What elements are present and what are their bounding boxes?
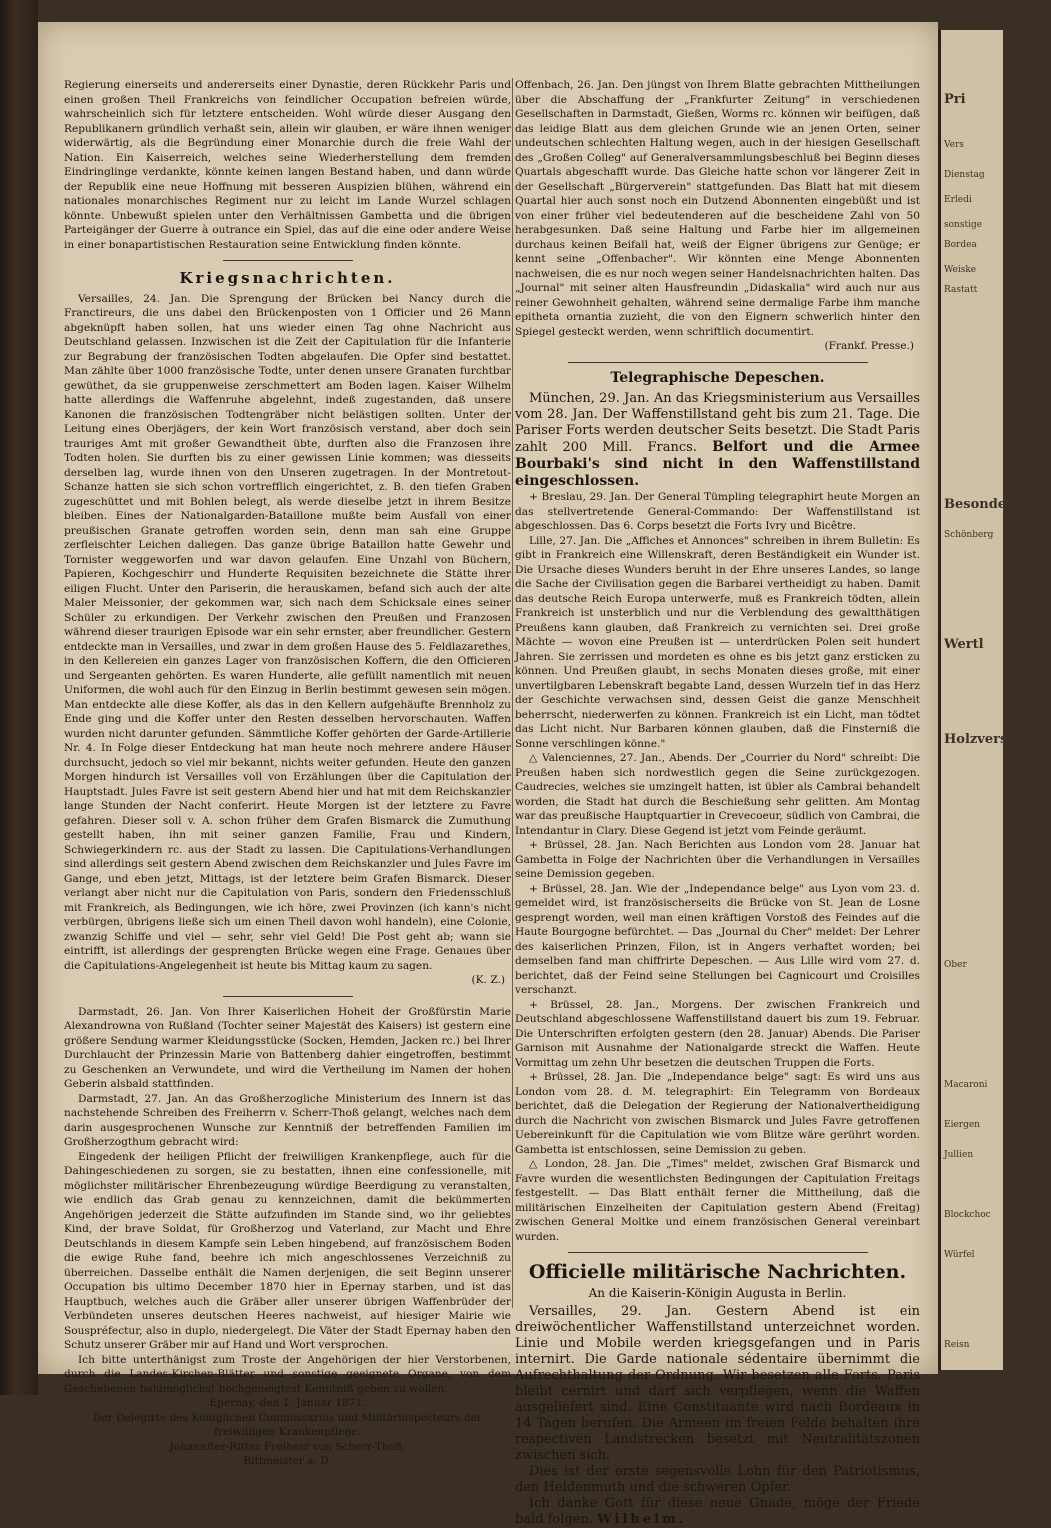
next-page-fragment: Blockchoc bbox=[944, 1210, 991, 1220]
official-news-body: Versailles, 29. Jan. Gestern Abend ist ein dreiwöchentlicher Waffenstillstand unterzeichnet worden. Linie und Mobile werden kriegsgefangen und in Paris internirt. Die Garde nationale sédentaire übernimmt die Aufrechthaltung der Ordnung. Wir besetzen alle Forts. Paris bleibt cernirt und darf sich verpflegen, wenn die Waffen ausgeliefert sind. Eine Constituante wird nach Bordeaux in 14 Tagen berufen. Die Armeen im freien Felde behalten ihre respectiven Landstrecken besetzt mit Neutralitätszonen zwischen sich. bbox=[515, 1304, 920, 1463]
letter-signature-title: Der Delegirte des Königlichen Commissarius und Militärinspecteurs der freiwilligen Krankenpflege. bbox=[92, 1411, 483, 1438]
letter-place-date: Epernay, den 1. Januar 1871. bbox=[209, 1397, 366, 1409]
next-page-fragment: Besondere bbox=[944, 497, 1022, 512]
next-page-fragment: Erledi bbox=[944, 195, 972, 205]
telegram-brussels-1: + Brüssel, 28. Jan. Nach Berichten aus London vom 28. Januar hat Gambetta in Folge der Nachrichten über die Verhandlungen in Versailles seine Demission gegeben. bbox=[515, 839, 920, 880]
section-rule bbox=[223, 996, 353, 997]
telegram-munich bbox=[515, 391, 920, 490]
next-page-fragment: Reisn bbox=[944, 1340, 970, 1350]
column-divider bbox=[512, 78, 513, 1308]
book-binding bbox=[0, 0, 38, 1395]
official-news-addressee: An die Kaiserin-Königin Augusta in Berlin. bbox=[588, 1285, 847, 1300]
next-page-edge bbox=[938, 30, 1051, 1370]
telegram-london: △ London, 28. Jan. Die „Times" meldet, zwischen Graf Bismarck und Favre wurden die wesentlichsten Bedingungen der Capitulation Freitags festgestellt. — Das Blatt enthält ferner die Mittheilung, daß die militärischen Einzelheiten der Capitulation gestern Abend (Freitag) zwischen General Moltke und einem französischen General vereinbart wurden. bbox=[515, 1158, 920, 1243]
official-news-heading: Officielle militärische Nachrichten. bbox=[528, 1261, 907, 1283]
next-page-fragment: Bordea bbox=[944, 240, 977, 250]
telegram-lille: Lille, 27. Jan. Die „Affiches et Annonces" schreiben in ihrem Bulletin: Es gibt in Frankreich eine Willenskraft, deren Beständigkeit ein Wunder ist. Die Ursache dieses Wunders beruht in der Ehre unseres Landes, so lange die Sache der Civilisation gegen die Barbarei vertheidigt zu haben. Damit das deutsche Reich Europa unterwerfe, muß es Frankreich tödten, allein Frankreich ist unsterblich und nur die Verblendung des gewaltthätigen Preußens kann glauben, daß Frankreich zu vernichten sei. Drei große Mächte — wovon eine Preußen ist — unterdrücken Polen seit hundert Jahren. Sie zerrissen und mordeten es ohne es bis jetzt ganz ersticken zu können. Und Preußen glaubt, in sechs Monaten dieses große, mit einer unvertilgbaren Lebenskraft begabte Land, dessen Wurzeln tief in das Herz der Geschichte verwachsen sind, dessen Geist die ganze Menschheit beherrscht, niederwerfen zu können. Frankreich ist ein Licht, man tödtet das Licht nicht. Nur Barbaren können glauben, daß die Finsterniß die Sonne verschlingen könne." bbox=[515, 534, 920, 750]
letter-signature-name: Johanniter-Ritter Freiherr von Scherr-Thoß, bbox=[169, 1440, 406, 1453]
section-rule bbox=[568, 1252, 868, 1253]
next-page-fragment: Ober bbox=[944, 960, 967, 970]
section-rule bbox=[223, 260, 353, 261]
left-column bbox=[64, 78, 511, 1469]
telegram-brussels-3: + Brüssel, 28. Jan., Morgens. Der zwischen Frankreich und Deutschland abgeschlossene Waffenstillstand dauert bis zum 19. Februar. Die Unterschriften erfolgten gestern (den 28. Januar) Abends. Die Pariser Garnison mit Ausnahme der Nationalgarde streckt die Waffen. Heute Vormittag um zehn Uhr besetzen die deutschen Truppen die Forts. bbox=[515, 998, 920, 1069]
next-page-fragment: sonstige bbox=[944, 220, 983, 230]
war-news-heading: Kriegsnachrichten. bbox=[179, 269, 396, 287]
telegram-munich-text: München, 29. Jan. An das Kriegsministerium aus Versailles vom 28. Jan. Der Waffenstillstand geht bis zum 21. Tage. Die Pariser Forts werden deutscher Seits besetzt. Die Stadt Paris zahlt 200 Mill. Francs. bbox=[515, 391, 920, 455]
right-column bbox=[515, 78, 920, 1528]
next-page-fragment: Würfel bbox=[944, 1250, 975, 1260]
offenbach-source: (Frankf. Presse.) bbox=[824, 340, 914, 352]
war-news-source: (K. Z.) bbox=[471, 974, 505, 986]
continued-paragraph: Regierung einerseits und andererseits einer Dynastie, deren Rückkehr Paris und einen großen Theil Frankreichs von feindlicher Occupation befreien würde, wahrscheinlich sich für letztere entscheiden. Wohl würde dieser Ausgang den Republikanern gründlich verhaßt sein, allein wir glauben, er wäre ihnen weniger widerwärtig, als die Begründung einer Monarchie durch die freie Wahl der Nation. Ein Kaiserreich, welches seine Wiederherstellung dem fremden Eindringlinge verdankte, könnte keinen langen Bestand haben, und dann würde der Republik eine neue Hoffnung mit besseren Auspizien blühen, während ein nationales monarchisches Regiment nur zu leicht im Lande Wurzel schlagen könnte. Unbewußt spielen unter den Verhältnissen Gambetta und die übrigen Parteigänger der Guerre à outrance ein Spiel, das auf die eine oder andere Weise in einer bonapartistischen Restauration seine Entwicklung finden könnte. bbox=[64, 79, 511, 251]
next-page-fragment: Weiske bbox=[944, 265, 977, 275]
darmstadt-27: Darmstadt, 27. Jan. An das Großherzogliche Ministerium des Innern ist das nachstehende Schreiben des Freiherrn v. Scherr-Thoß gelangt, welches nach dem darin ausgesprochenen Wunsche zur Kenntniß der betreffenden Familien im Großherzogthum gebracht wird: bbox=[64, 1092, 511, 1148]
next-page-fragment: Macaroni bbox=[944, 1080, 988, 1090]
darmstadt-26: Darmstadt, 26. Jan. Von Ihrer Kaiserlichen Hoheit der Großfürstin Marie Alexandrowna von Rußland (Tochter seiner Majestät des Kaisers) ist gestern eine größere Sendung warmer Kleidungsstücke (Socken, Hemden, Jacken rc.) bei Ihrer Durchlaucht der Prinzessin Marie von Battenberg dahier eingetroffen, bestimmt zu Geschenken an Verwundete, und wird die Vertheilung im Namen der hohen Geberin alsbald stattfinden. bbox=[64, 1005, 511, 1090]
telegram-valenciennes: △ Valenciennes, 27. Jan., Abends. Der „Courrier du Nord" schreibt: Die Preußen haben sich nordwestlich gegen die Seine zurückgezogen. Caudrecies, welches sie umzingelt hatten, ist übler als Cambrai behandelt worden, die Stadt hat durch die Beschießung sehr gelitten. Am Montag war das preußische Hauptquartier in Crevecoeur, südlich von Cambrai, die Intendantur in Clary. Diese Gegend ist jetzt vom Feinde geräumt. bbox=[515, 752, 920, 837]
official-news-thanks: Dies ist der erste segensvolle Lohn für den Patriotismus, den Heldenmuth und die schweren Opfer. bbox=[515, 1464, 920, 1495]
telegrams-heading: Telegraphische Depeschen. bbox=[610, 369, 825, 386]
next-page-fragment: Jullien bbox=[944, 1150, 974, 1160]
next-page-fragment: Eiergen bbox=[944, 1120, 980, 1130]
next-page-fragment: Schönberg bbox=[944, 530, 994, 540]
official-signature: Wilhelm. bbox=[597, 1512, 687, 1527]
telegram-brussels-4: + Brüssel, 28. Jan. Die „Independance belge" sagt: Es wird uns aus London vom 28. d. M. telegraphirt: Ein Telegramm von Bordeaux berichtet, daß die Delegation der Regierung der Nationalvertheidigung durch die Nachricht von zwischen Bismarck und Jules Favre getroffenen Uebereinkunft für die Capitulation wie vom Blitze wäre gerührt worden. Gambetta ist entschlossen, seine Demission zu geben. bbox=[515, 1071, 920, 1156]
next-page-fragment: Wertl bbox=[944, 637, 984, 652]
letter-signature-rank: Rittmeister a. D. bbox=[243, 1455, 332, 1467]
section-rule bbox=[568, 362, 868, 363]
official-news-closing bbox=[515, 1496, 920, 1528]
official-closing-text: Ich danke Gott für diese neue Gnade, möge der Friede bald folgen. bbox=[515, 1496, 920, 1527]
next-page-fragment: Holzversteiger bbox=[944, 732, 1051, 747]
telegram-breslau: + Breslau, 29. Jan. Der General Tümpling telegraphirt heute Morgen an das stellvertretende General-Commando: Der Waffenstillstand ist abgeschlossen. Das 6. Corps besetzt die Forts Ivry und Bicêtre. bbox=[515, 491, 920, 532]
telegram-brussels-2: + Brüssel, 28. Jan. Wie der „Independance belge" aus Lyon vom 23. d. gemeldet wird, ist französischerseits die Brücke von St. Jean de Losne gesprengt worden, weil man einen kräftigen Vorstoß des Feindes auf die Haute Bourgogne befürchtet. — Das „Journal du Cher" meldet: Der Lehrer des kaiserlichen Prinzen, Filon, ist in Angers verhaftet worden; bei demselben fand man chiffrirte Depeschen. — Aus Lille wird vom 27. d. berichtet, daß der Feind seine Stellungen bei Cagnicourt und Croisilles verschanzt. bbox=[515, 882, 920, 996]
telegram-munich-headline: Belfort und die Armee Bourbaki's sind nicht in den Waffenstillstand eingeschlossen. bbox=[515, 439, 920, 489]
offenbach-report: Offenbach, 26. Jan. Den jüngst von Ihrem Blatte gebrachten Mittheilungen über die Abschaffung der „Frankfurter Zeitung" in verschiedenen Gesellschaften in Darmstadt, Gießen, Worms rc. können wir beifügen, daß das leidige Blatt aus dem gleichen Grunde wie an jenen Orten, seiner undeutschen schlechten Haltung wegen, auch in der hiesigen Gesellschaft des „Großen Colleg" auf Generalversammlungsbeschluß bei Beginn dieses Quartals abgeschafft wurde. Das Gleiche hatte schon vor längerer Zeit in der Gesellschaft „Bürgerverein" stattgefunden. Das Blatt hat mit diesem Quartal hier auch sonst noch ein Dutzend Abonnenten eingebüßt und ist von einer früher viel bedeutenderen auf die bescheidene Zahl von 50 herabgesunken. Daß seine Haltung und Farbe hier im allgemeinen durchaus keinen Beifall hat, weiß der Eigner übrigens zur Genüge; er kennt seine „Offenbacher". Wir könnten eine Menge Abonnenten nachweisen, die es nur noch wegen seiner Handelsnachrichten halten. Das „Journal" mit seiner alten Hausfreundin „Didaskalia" wird auch nur aus reiner Gewohnheit gehalten, während seine dermalige Farbe ihm manche epitheta ornantia zuzieht, die von den Eignern schwerlich hinter den Spiegel gesteckt werden, wenn schriftlich documentirt. bbox=[515, 79, 920, 338]
darmstadt-letter-request: Ich bitte unterthänigst zum Troste der Angehörigen der hier Verstorbenen, durch die Landes-Kirchen-Blätter und sonstige geeignete Organe, von dem Geschehenen baldmöglichst hochgeneigtest Kenntniß geben zu wollen. bbox=[64, 1353, 511, 1395]
darmstadt-letter-body: Eingedenk der heiligen Pflicht der freiwilligen Krankenpflege, auch für die Dahingeschiedenen zu sorgen, sie zu bestatten, ihnen eine confessionelle, mit möglichster militärischer Ehrenbezeugung würdige Beerdigung zu veranstalten, wie endlich das Grab genau zu kennzeichnen, damit die bekümmerten Angehörigen jederzeit die Stätte aufzufinden im Stande sind, wo ihr geliebtes Kind, der brave Soldat, für Großherzog und Vaterland, zur Macht und Ehre Deutschlands in diesem Kampfe sein Leben hingebend, auf französischem Boden die ewige Ruhe fand, beehre ich mich angeschlossenes Verzeichniß zu überreichen. Dasselbe enthält die Namen derjenigen, die seit Beginn unserer Occupation bis ultimo December 1870 hier in Epernay starben, und ist das Hauptbuch, welches auch die Gräber aller unserer übrigen Waffenbrüder der Verbündeten unseres deutschen Heeres nachweist, auf hiesiger Mairie wie Souspréfectur, also in duplo, niedergelegt. Die Väter der Stadt Epernay haben den Schutz unserer Gräber mir auf Hand und Wort versprochen. bbox=[64, 1150, 511, 1351]
next-page-fragment: Vers bbox=[944, 140, 964, 150]
next-page-fragment: Pri bbox=[944, 92, 966, 107]
next-page-fragment: Rastatt bbox=[944, 285, 978, 295]
next-page-fragment: Dienstag bbox=[944, 170, 985, 180]
war-news-versailles: Versailles, 24. Jan. Die Sprengung der Brücken bei Nancy durch die Franctireurs, die uns dabei den Brückenposten von 1 Officier und 26 Mann abgeknüpft haben sollen, hat uns wieder einen Tag ohne Nachricht aus Deutschland gelassen. Inzwischen ist die Zeit der Capitulation für die Infanterie zur Begrabung der französischen Todten abgelaufen. Die Opfer sind bestattet. Man zählte über 1000 französische Todte, unter denen unsere Granaten furchtbar gewüthet, da sie gruppenweise zerschmettert am Boden lagen. Kaiser Wilhelm hatte allerdings die Waffenruhe abgelehnt, indeß zugestanden, daß unsere Kanonen die französischen Todtengräber nicht belästigen sollten. Unter der Leitung eines Oberjägers, der kein Wort französisch verstand, aber doch sein trauriges Amt mit großer Gewandtheit übte, durften also die Franzosen ihre Todten holen. Sie durften bis zu einer gewissen Linie kommen; was diesseits derselben lag, wurde ihnen von den Unseren zugetragen. In der Montretout-Schanze hatten sie sich schon vortrefflich eingerichtet, z. B. den tiefen Graben zugeschüttet und mit Bohlen belegt, als werde dieselbe jetzt in ihrem Besitze bleiben. Eines der Nationalgarden-Bataillone mußte beim Ausfall von einer preußischen Granate getroffen worden sein, denn man sah eine Gruppe zerfleischter Leichen daliegen. Das ganze übrige Bataillon hatte Gewehr und Tornister weggeworfen und war davon gelaufen. Eine Unzahl von Büchern, Papieren, Kochgeschirr und Hunderte Requisiten bezeichnete die Stätte ihrer eiligen Flucht. Unter den Pariserin, die herauskamen, befand sich auch der alte Maler Meissonier, der gekommen war, sich nach dem Schicksale eines seiner Schüler zu erkundigen. Der Verkehr zwischen den Preußen und Franzosen während dieser traurigen Episode war ein sehr ernster, aber freundlicher. Gestern entdeckte man in Versailles, und zwar in dem großen Hause des 5. Feldlazarethes, in den Kellereien ein ganzes Lager von französischen Koffern, die den Officieren und Sergeanten gehörten. Es waren Hunderte, alle gefüllt namentlich mit neuen Uniformen, die wohl auch für den Einzug in Berlin bestimmt gewesen sein mögen. Man entdeckte alle diese Koffer, als das in den Kellern aufgehäufte Brennholz zu Ende ging und die Koffer unter den Resten desselben hervorschauten. Waffen wurden nicht darunter gefunden. Sämmtliche Koffer gehörten der Garde-Artillerie Nr. 4. In Folge dieser Entdeckung hat man heute noch mehrere andere Häuser durchsucht, jedoch so viel mir bekannt, nichts weiter gefunden. Heute den ganzen Morgen hindurch ist Versailles voll von Erzählungen über die Capitulation der Hauptstadt. Jules Favre ist seit gestern Abend hier und hat mit dem Reichskanzler lange Stunden der Nacht conferirt. Heute Morgen ist der letztere zu Favre gefahren. Dieser soll v. A. schon früher dem Grafen Bismarck die Zumuthung gestellt haben, ihn mit seiner ganzen Familie, Frau und Kindern, Schwiegerkindern rc. aus der Stadt zu lassen. Die Capitulations-Verhandlungen sind allerdings seit gestern Abend zwischen dem Reichskanzler und Jules Favre im Gange, und eben jetzt, Mittags, ist der letztere beim Grafen Bismarck. Dieser verlangt aber nicht nur die Capitulation von Paris, sondern den Friedensschluß mit Frankreich, als Bedingungen, wie ich höre, zwei Provinzen (ich kann's nicht verbürgen, übrigens ließe sich um einen Theil davon wohl handeln), eine Colonie, zwanzig Schiffe und viel — sehr, sehr viel Geld! Die Post geht ab; wann sie eintrifft, ist allerdings der gesprengten Brücke wegen eine Frage. Genaues über die Capitulations-Angelegenheit ist heute bis Mittag kaum zu sagen. bbox=[64, 292, 511, 972]
